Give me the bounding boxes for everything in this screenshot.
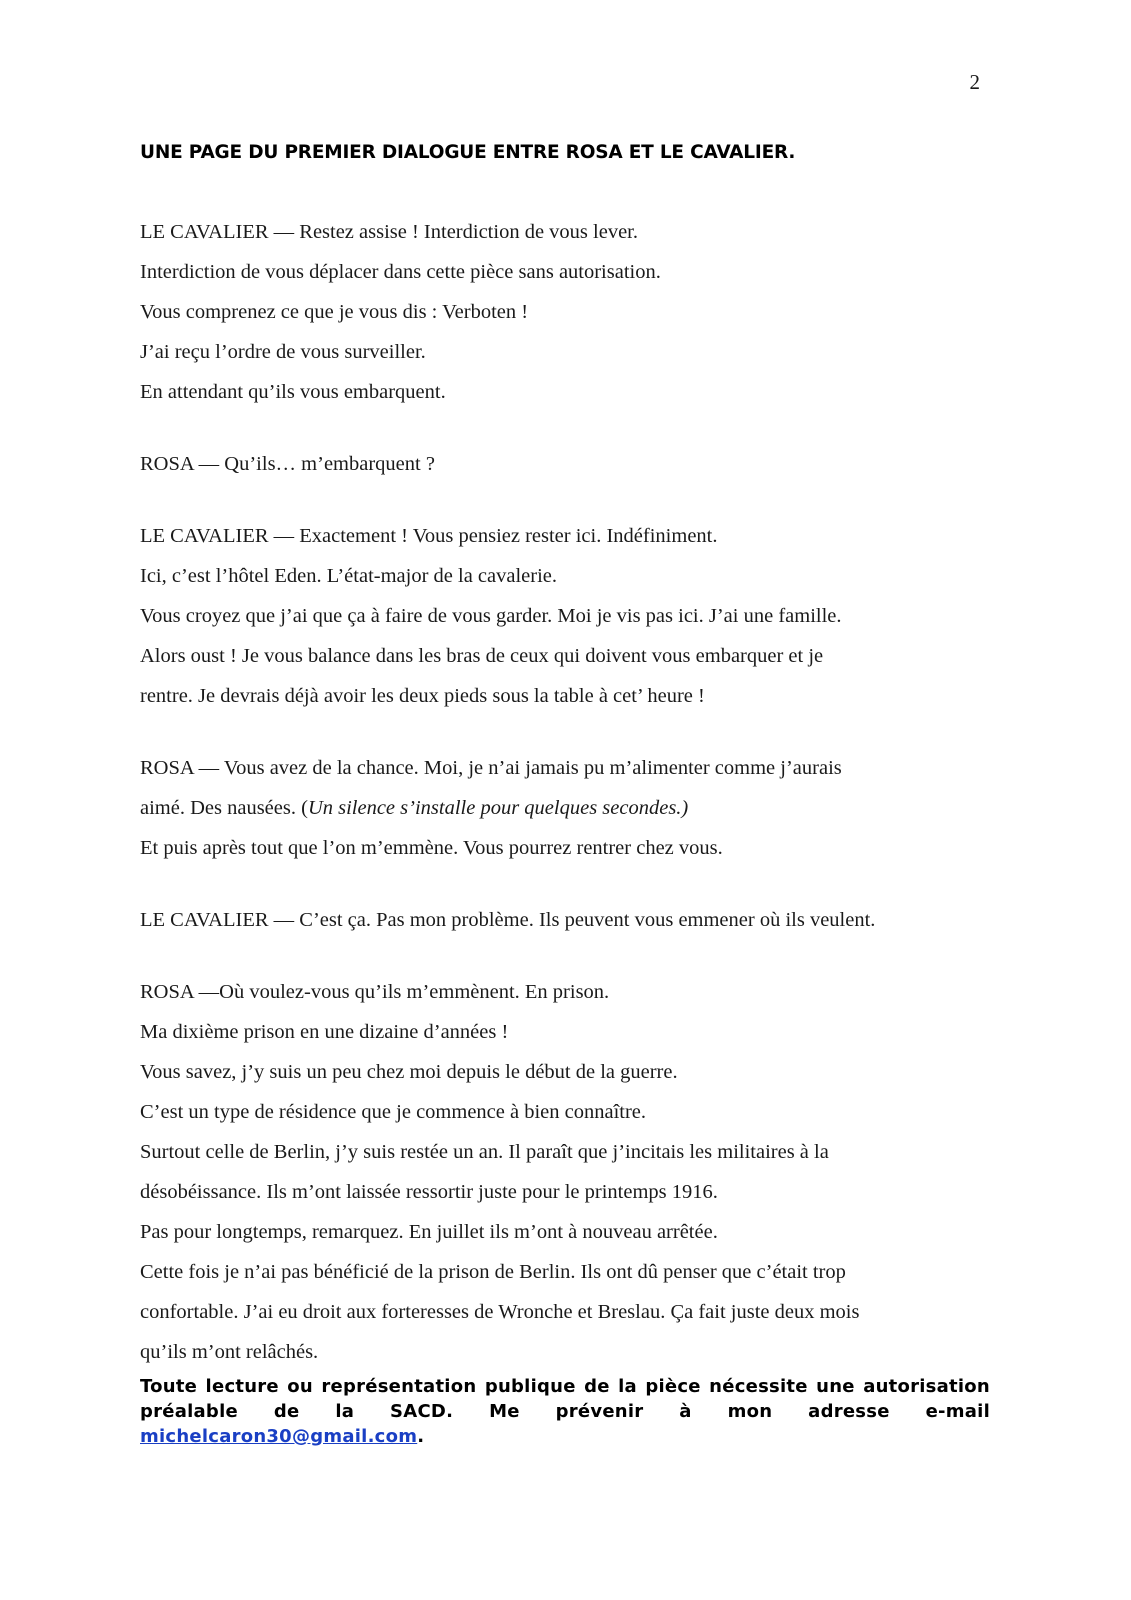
page-number: 2: [969, 70, 980, 94]
dialogue-line: C’est un type de résidence que je commence à bien connaître.: [140, 1101, 647, 1123]
spacer: [140, 412, 990, 444]
dialogue-line: ROSA — Vous avez de la chance. Moi, je n’ai jamais pu m’alimenter comme j’aurais: [140, 757, 842, 779]
spacer: [140, 940, 990, 972]
dialogue-text: aimé. Des nausées. (: [140, 797, 308, 819]
dialogue-line: Alors oust ! Je vous balance dans les bras de ceux qui doivent vous embarquer et je: [140, 645, 824, 667]
email-link[interactable]: michelcaron30@gmail.com: [140, 1426, 418, 1447]
dialogue-line: confortable. J’ai eu droit aux forteresses de Wronche et Breslau. Ça fait juste deux mois: [140, 1301, 860, 1323]
dialogue-block-rosa-1: [140, 444, 990, 484]
notice-text: Toute lecture ou représentation publique de la pièce nécessite une autorisation préalable de la SACD. Me prévenir à mon adresse e-mail: [140, 1376, 990, 1422]
spacer: [140, 484, 990, 516]
dialogue-block-cavalier-3: [140, 900, 990, 940]
dialogue-block-cavalier-2: [140, 516, 990, 716]
dialogue-line: Pas pour longtemps, remarquez. En juillet ils m’ont à nouveau arrêtée.: [140, 1221, 718, 1243]
dialogue-line: Vous comprenez ce que je vous dis : Verboten !: [140, 301, 529, 323]
dialogue-line-with-stage-direction: [140, 788, 990, 828]
dialogue-line: désobéissance. Ils m’ont laissée ressortir juste pour le printemps 1916.: [140, 1181, 718, 1203]
notice-end: .: [417, 1426, 425, 1447]
dialogue-line: Vous croyez que j’ai que ça à faire de vous garder. Moi je vis pas ici. J’ai une famille.: [140, 605, 842, 627]
dialogue-line: LE CAVALIER — C’est ça. Pas mon problème. Ils peuvent vous emmener où ils veulent.: [140, 909, 876, 931]
stage-direction: Un silence s’installe pour quelques secondes.): [307, 797, 689, 819]
dialogue-line: Vous savez, j’y suis un peu chez moi depuis le début de la guerre.: [140, 1061, 678, 1083]
dialogue-line: Ma dixième prison en une dizaine d’années !: [140, 1021, 509, 1043]
dialogue-line: Et puis après tout que l’on m’emmène. Vous pourrez rentrer chez vous.: [140, 837, 723, 859]
dialogue-line: qu’ils m’ont relâchés.: [140, 1341, 319, 1363]
spacer: [140, 868, 990, 900]
dialogue-line: ROSA —Où voulez-vous qu’ils m’emmènent. En prison.: [140, 981, 610, 1003]
dialogue-block-cavalier-1: [140, 212, 990, 412]
document-title: UNE PAGE DU PREMIER DIALOGUE ENTRE ROSA ET LE CAVALIER.: [140, 142, 796, 163]
dialogue-line: Surtout celle de Berlin, j’y suis restée un an. Il paraît que j’incitais les militaires à la: [140, 1141, 829, 1163]
dialogue-line: ROSA — Qu’ils… m’embarquent ?: [140, 453, 435, 475]
spacer: [140, 716, 990, 748]
dialogue-line: En attendant qu’ils vous embarquent.: [140, 381, 446, 403]
dialogue-line: rentre. Je devrais déjà avoir les deux pieds sous la table à cet’ heure !: [140, 685, 705, 707]
page-content: [140, 140, 990, 1467]
dialogue-line: Cette fois je n’ai pas bénéficié de la prison de Berlin. Ils ont dû penser que c’était trop: [140, 1261, 846, 1283]
dialogue-line: Ici, c’est l’hôtel Eden. L’état-major de la cavalerie.: [140, 565, 558, 587]
dialogue-line: LE CAVALIER — Restez assise ! Interdiction de vous lever.: [140, 221, 638, 243]
dialogue-line: Interdiction de vous déplacer dans cette pièce sans autorisation.: [140, 261, 661, 283]
spacer: [140, 166, 990, 212]
dialogue-line: J’ai reçu l’ordre de vous surveiller.: [140, 341, 426, 363]
copyright-notice: [140, 1374, 990, 1449]
dialogue-line: LE CAVALIER — Exactement ! Vous pensiez rester ici. Indéfiniment.: [140, 525, 718, 547]
dialogue-block-rosa-2: [140, 748, 990, 868]
dialogue-block-rosa-3: [140, 972, 990, 1372]
